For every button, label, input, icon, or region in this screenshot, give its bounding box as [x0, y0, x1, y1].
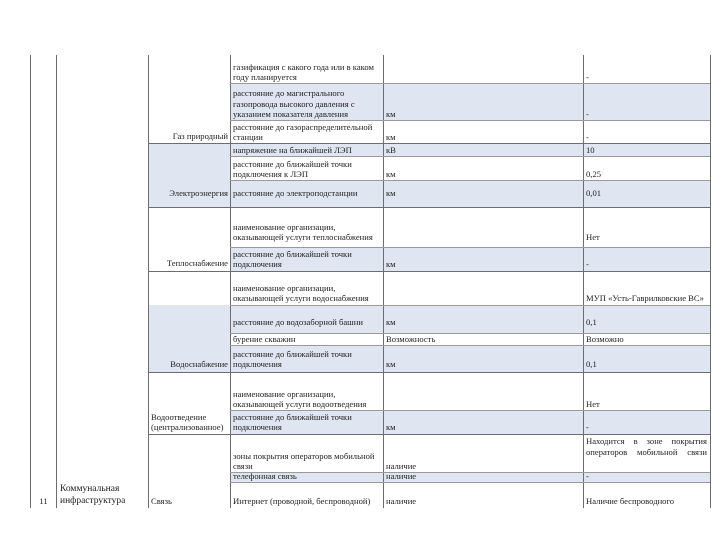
category-communication: Связь [151, 496, 172, 507]
param-cell: наименование организации, оказывающей услуги водоснабжения [233, 282, 369, 304]
category-sewerage: Водоотведение (централизованное) [151, 411, 224, 433]
category-heat: Теплоснабжение [166, 258, 228, 269]
grid-line [30, 55, 31, 508]
value-cell: Наличие беспроводного [586, 496, 675, 507]
unit-cell: наличие [386, 461, 417, 472]
value-cell: 0,1 [586, 317, 597, 328]
param-cell: расстояние до ближайшей точки подключения [233, 411, 352, 433]
unit-cell [384, 372, 582, 410]
unit-cell: км [386, 188, 396, 199]
param-cell: расстояние до ближайшей точки подключения [233, 248, 352, 270]
value-cell: - [586, 422, 589, 433]
value-cell: 10 [586, 145, 595, 156]
param-cell: телефонная связь [233, 472, 297, 482]
unit-cell: км [386, 109, 396, 120]
param-cell: расстояние до магистрального газопровода высокого давления с указанием показателя давления [233, 87, 355, 120]
param-cell: расстояние до водозаборной башни [233, 317, 363, 328]
unit-cell: кВ [386, 145, 396, 156]
value-cell: - [586, 472, 589, 482]
param-cell: Интернет (проводной, беспроводной) [233, 496, 371, 507]
unit-cell: Возможность [386, 334, 436, 345]
param-cell: бурение скважин [233, 334, 296, 345]
param-cell: напряжение на ближайшей ЛЭП [233, 145, 352, 156]
value-cell: - [586, 109, 589, 120]
unit-cell [384, 271, 582, 304]
category-electricity: Электроэнергия [169, 188, 228, 199]
category-water: Водоснабжение [170, 359, 228, 370]
grid-line [148, 434, 710, 435]
value-cell: МУП «Усть-Гаврилковские ВС» [586, 293, 704, 304]
param-cell: газификация с какого года или в каком году планируется [233, 61, 374, 83]
value-cell: Нет [586, 232, 600, 243]
value-cell: - [586, 72, 589, 83]
param-cell: расстояние до ближайшей точки подключения [233, 348, 352, 370]
unit-cell: км [386, 317, 396, 328]
unit-cell [384, 57, 582, 83]
value-cell: Находится в зоне покрытия операторов мобильной связи [586, 436, 707, 457]
unit-cell: наличие [386, 496, 417, 507]
unit-cell: км [386, 169, 396, 180]
param-cell: расстояние до электроподстанции [233, 188, 358, 199]
row-number: 11 [39, 496, 48, 507]
value-cell: 0,1 [586, 359, 597, 370]
param-cell: расстояние до газораспределительной станции [233, 121, 373, 143]
value-cell: - [586, 259, 589, 270]
category-gas: Газ природный [172, 131, 228, 142]
param-cell: наименование организации, оказывающей услуги водоотведения [233, 388, 367, 410]
unit-cell: км [386, 359, 396, 370]
value-cell: 0,01 [586, 188, 602, 199]
value-cell: 0,25 [586, 169, 602, 180]
grid-line [56, 55, 57, 508]
unit-cell: км [386, 422, 396, 433]
param-cell: расстояние до ближайшей точки подключения к ЛЭП [233, 158, 352, 180]
value-cell: Нет [586, 399, 600, 410]
param-cell: наименование организации, оказывающей услуги теплоснабжения [233, 221, 373, 243]
unit-cell [384, 207, 582, 243]
unit-cell: км [386, 132, 396, 143]
unit-cell: наличие [386, 472, 417, 482]
value-cell: - [586, 132, 589, 143]
param-cell: зоны покрытия операторов мобильной связи [233, 450, 375, 472]
grid-line [710, 55, 711, 508]
unit-cell: км [386, 259, 396, 270]
section-title: Коммунальная инфраструктура [60, 484, 126, 506]
value-cell: Возможно [586, 334, 624, 345]
